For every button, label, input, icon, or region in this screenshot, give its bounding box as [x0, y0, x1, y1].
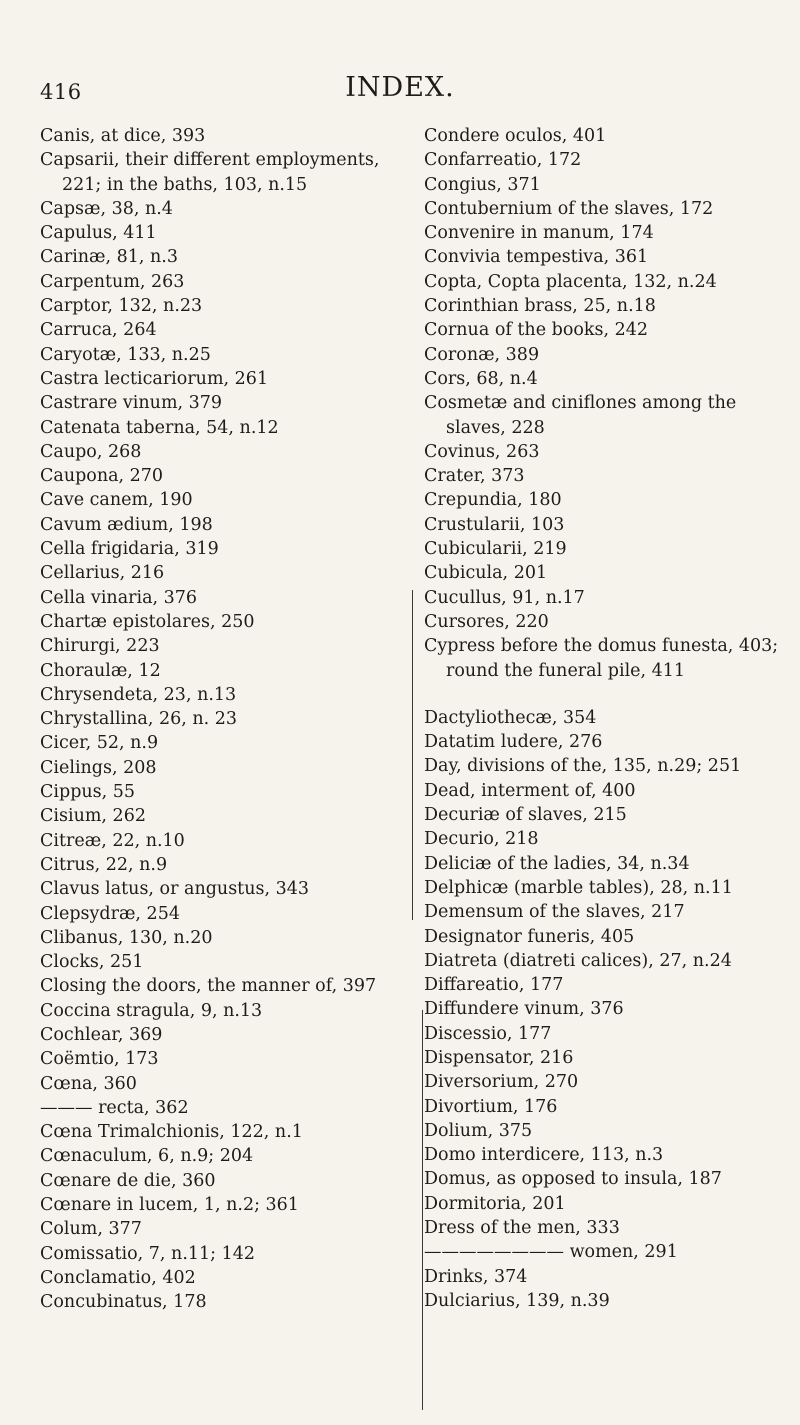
index-entry: Coronæ, 389: [424, 344, 540, 365]
page-number: 416: [40, 80, 82, 104]
index-entry: Castrare vinum, 379: [40, 393, 223, 414]
index-entry: Caupona, 270: [40, 466, 164, 487]
index-entry: Decurio, 218: [424, 829, 539, 850]
index-entry: Delphicæ (marble tables), 28, n.11: [424, 877, 733, 898]
index-entry: Cosmetæ and ciniflones among the slaves, 228: [424, 393, 737, 438]
index-entry: Divortium, 176: [424, 1096, 558, 1117]
index-entry: Colum, 377: [40, 1219, 142, 1240]
index-entry: Citrus, 22, n.9: [40, 854, 168, 875]
index-entry: Castra lecticariorum, 261: [40, 368, 269, 389]
index-entry: Clepsydræ, 254: [40, 903, 180, 924]
index-entry: Cella vinaria, 376: [40, 587, 198, 608]
index-entry: Contubernium of the slaves, 172: [424, 198, 714, 219]
index-entry: Citreæ, 22, n.10: [40, 830, 185, 851]
index-entry: Cellarius, 216: [40, 563, 165, 584]
index-entry: Cornua of the books, 242: [424, 320, 649, 341]
index-entry: Carptor, 132, n.23: [40, 296, 203, 317]
index-entry: Clibanus, 130, n.20: [40, 927, 213, 948]
index-entry: Cucullus, 91, n.17: [424, 587, 585, 608]
index-entry: Cicer, 52, n.9: [40, 733, 159, 754]
index-entry: Convivia tempestiva, 361: [424, 247, 649, 268]
index-entry: Domus, as opposed to insula, 187: [424, 1169, 722, 1190]
index-entry: Carpentum, 263: [40, 271, 185, 292]
index-entry: Cippus, 55: [40, 782, 136, 803]
index-entry: Dactyliothecæ, 354: [424, 707, 597, 728]
index-entry: Carinæ, 81, n.3: [40, 247, 178, 268]
index-entry: Crepundia, 180: [424, 490, 562, 511]
index-entry: Dispensator, 216: [424, 1047, 574, 1068]
index-entry: Caryotæ, 133, n.25: [40, 344, 211, 365]
index-entry: Cœnare in lucem, 1, n.2; 361: [40, 1195, 299, 1216]
index-entry: Covinus, 263: [424, 441, 540, 462]
index-entry: Capulus, 411: [40, 223, 157, 244]
index-entry: Congius, 371: [424, 174, 541, 195]
index-entry: Demensum of the slaves, 217: [424, 902, 685, 923]
index-entry: Cursores, 220: [424, 611, 549, 632]
index-entry: Diatreta (diatreti calices), 27, n.24: [424, 950, 732, 971]
index-column-left: [40, 124, 410, 1315]
index-entry: Capsarii, their different employments, 221; in the baths, 103, n.15: [40, 150, 380, 195]
index-entry: Diversorium, 270: [424, 1072, 579, 1093]
index-entry: Corinthian brass, 25, n.18: [424, 296, 656, 317]
index-entry: Cubicula, 201: [424, 563, 548, 584]
index-subentry: ———————— women, 291: [424, 1242, 678, 1263]
index-entry: Crater, 373: [424, 466, 525, 487]
index-entry: Chartæ epistolares, 250: [40, 611, 255, 632]
index-entry: Convenire in manum, 174: [424, 223, 654, 244]
index-entry: Cubicularii, 219: [424, 539, 567, 560]
index-entry: Coëmtio, 173: [40, 1049, 159, 1070]
index-entry: Cœna, 360: [40, 1073, 137, 1094]
index-entry: Cochlear, 369: [40, 1024, 163, 1045]
index-entry: Comissatio, 7, n.11; 142: [40, 1243, 256, 1264]
index-entry: Chirurgi, 223: [40, 636, 160, 657]
index-entry: Clocks, 251: [40, 952, 144, 973]
index-entry: Drinks, 374: [424, 1266, 528, 1287]
index-entry: Cielings, 208: [40, 757, 157, 778]
index-entry: Cœna Trimalchionis, 122, n.1: [40, 1122, 303, 1143]
index-entry: Confarreatio, 172: [424, 150, 582, 171]
index-entry: Clavus latus, or angustus, 343: [40, 879, 309, 900]
index-entry: Cella frigidaria, 319: [40, 539, 219, 560]
index-entry: Coccina stragula, 9, n.13: [40, 1000, 263, 1021]
index-entry: Day, divisions of the, 135, n.29; 251: [424, 756, 742, 777]
index-entry: Condere oculos, 401: [424, 126, 607, 146]
column-divider: [412, 590, 413, 920]
index-entry: Canis, at dice, 393: [40, 126, 206, 146]
index-entry: Dead, interment of, 400: [424, 780, 636, 801]
index-entry: Diffundere vinum, 376: [424, 999, 624, 1020]
index-subentry: ——— recta, 362: [40, 1097, 189, 1118]
index-entry: Cisium, 262: [40, 806, 146, 827]
index-entry: Domo interdicere, 113, n.3: [424, 1145, 664, 1166]
index-entry: Designator funeris, 405: [424, 926, 635, 947]
page-title: INDEX.: [345, 72, 455, 103]
index-entry: Capsæ, 38, n.4: [40, 198, 173, 219]
index-entry: Concubinatus, 178: [40, 1292, 207, 1313]
index-entry: Carruca, 264: [40, 320, 157, 341]
index-entry: Dress of the men, 333: [424, 1218, 620, 1239]
index-entry: Deliciæ of the ladies, 34, n.34: [424, 853, 690, 874]
index-entry: Dolium, 375: [424, 1120, 533, 1141]
column-divider-lower: [422, 1010, 423, 1410]
index-entry: Chrystallina, 26, n. 23: [40, 709, 238, 730]
index-entry: Dormitoria, 201: [424, 1193, 566, 1214]
index-column-right: [424, 124, 796, 1313]
index-entry: Cavum ædium, 198: [40, 514, 213, 535]
index-entry: Cave canem, 190: [40, 490, 193, 511]
index-entry: Dulciarius, 139, n.39: [424, 1290, 610, 1311]
index-entry: Datatim ludere, 276: [424, 732, 603, 753]
index-entry: Closing the doors, the manner of, 397: [40, 976, 377, 997]
index-entry: Cors, 68, n.4: [424, 368, 538, 389]
index-entry: Discessio, 177: [424, 1023, 552, 1044]
index-entry: Cypress before the domus funesta, 403; round the funeral pile, 411: [424, 636, 779, 681]
index-entry: Diffareatio, 177: [424, 975, 564, 996]
index-entry: Choraulæ, 12: [40, 660, 161, 681]
index-entry: Cœnaculum, 6, n.9; 204: [40, 1146, 254, 1167]
index-entry: Caupo, 268: [40, 441, 142, 462]
index-entry: Copta, Copta placenta, 132, n.24: [424, 271, 717, 292]
index-entry: Crustularii, 103: [424, 514, 565, 535]
index-entry: Conclamatio, 402: [40, 1267, 196, 1288]
index-entry: Cœnare de die, 360: [40, 1170, 216, 1191]
index-entry: Catenata taberna, 54, n.12: [40, 417, 279, 438]
index-entry: Decuriæ of slaves, 215: [424, 805, 627, 826]
index-entry: Chrysendeta, 23, n.13: [40, 684, 237, 705]
